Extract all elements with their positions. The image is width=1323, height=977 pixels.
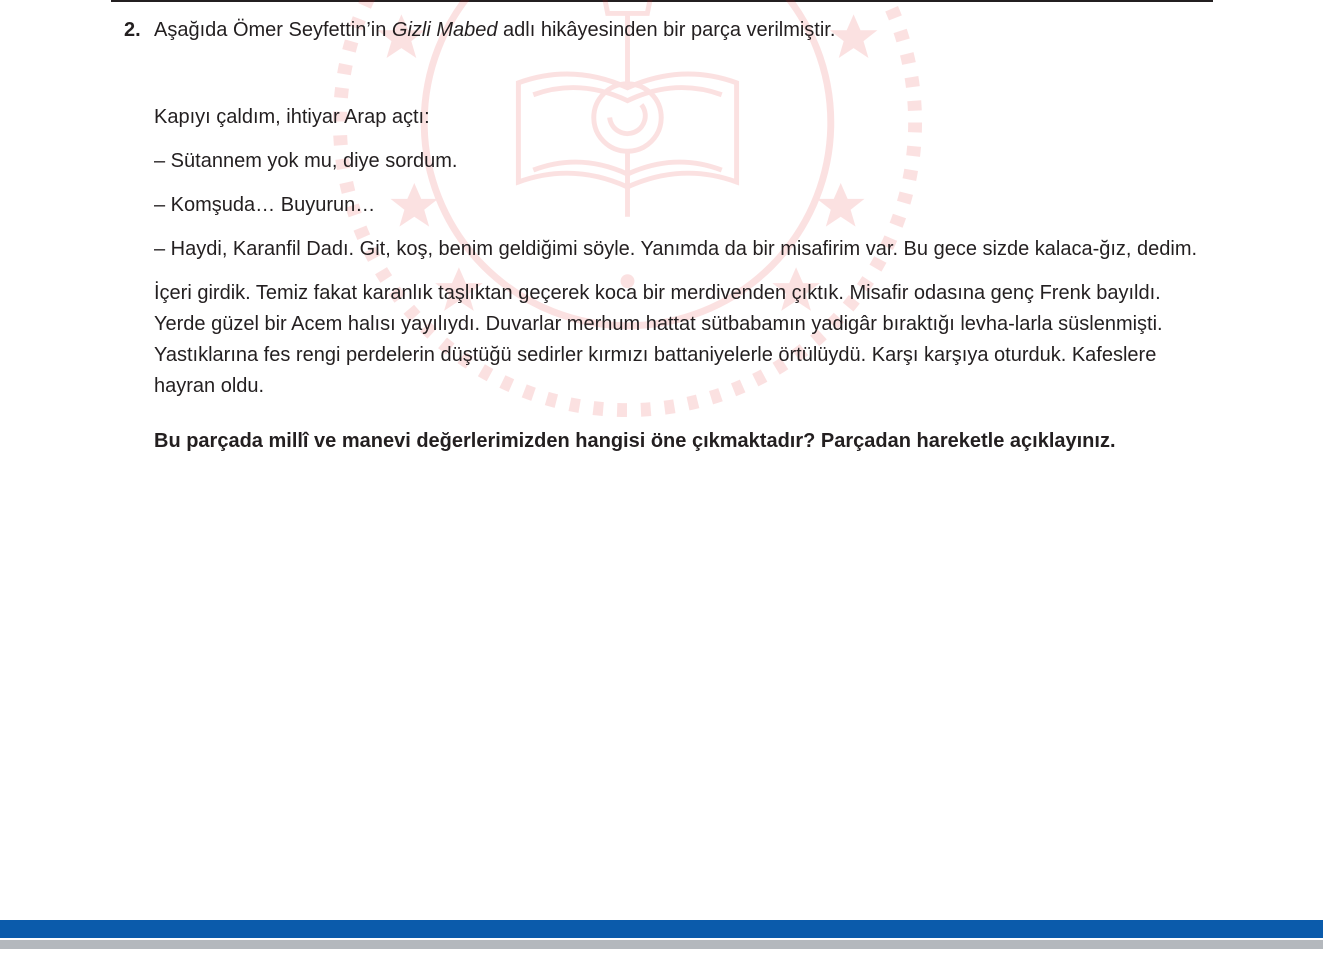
passage (154, 102, 1214, 470)
passage-paragraph: İçeri girdik. Temiz fakat karanlık taşlıktan geçerek koca bir merdivenden çıktık. Misafir odasına genç Frenk bayıldı. Yerde güzel bir Acem halısı yayılıydı. Duvarlar merhum hattat sütbabamın yadigâr bıraktığı levha-​larla süslenmişti. Yastıklarına fes rengi perdelerin düştüğü sedirler kırmızı battaniyelerle örtülüydü. Karşı karşıya oturduk. Kafeslere hayran oldu. (154, 282, 1163, 397)
passage-paragraph: – Haydi, Karanfil Dadı. Git, koş, benim geldiğimi söyle. Yanımda da bir misafirim var. Bu gece sizde kalaca-​ğız, dedim. (154, 238, 1198, 260)
passage-paragraph: – Sütannem yok mu, diye sordum. (154, 150, 458, 172)
passage-paragraph: Kapıyı çaldım, ihtiyar Arap açtı: (154, 106, 430, 128)
footer-blue-bar (0, 920, 1323, 938)
question-prompt: Bu parçada millî ve manevi değerlerimizden hangisi öne çıkmaktadır? Parçadan hareketle açıklayınız. (154, 430, 1116, 452)
intro-text-after: adlı hikâyesinden bir parça verilmiştir. (497, 19, 836, 41)
footer-gray-bar (0, 940, 1323, 949)
intro-text-before: Aşağıda Ömer Seyfettin’in (154, 19, 392, 41)
story-title: Gizli Mabed (391, 19, 498, 41)
question-number: 2. (124, 19, 141, 41)
passage-paragraph: – Komşuda… Buyurun… (154, 194, 376, 216)
question-intro (124, 17, 835, 43)
